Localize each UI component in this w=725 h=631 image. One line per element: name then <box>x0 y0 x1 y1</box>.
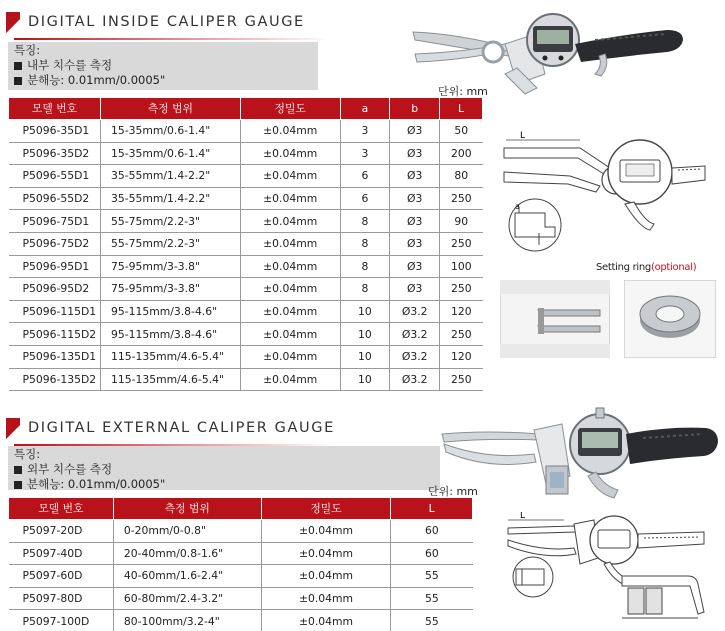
column-header: 정밀도 <box>240 98 340 120</box>
table-cell: 120 <box>440 300 483 323</box>
column-header: L <box>440 98 483 120</box>
table-row <box>9 278 483 301</box>
table-cell: P5096-135D2 <box>9 368 101 391</box>
table-cell: 60 <box>391 542 473 565</box>
table-cell: 115-135mm/4.6-5.4" <box>100 368 240 391</box>
external-jaw-detail-icon <box>510 555 556 599</box>
table-cell: 8 <box>340 278 390 301</box>
table-cell: Ø3 <box>390 210 440 233</box>
features-label: 특징: <box>14 43 41 57</box>
table-row <box>9 587 473 610</box>
bullet-square-icon <box>14 481 22 489</box>
table-cell: P5097-100D <box>9 610 114 631</box>
table-cell: ±0.04mm <box>261 565 391 588</box>
inside-features <box>8 42 318 90</box>
table-cell: 75-95mm/3-3.8" <box>100 255 240 278</box>
table-cell: 40-60mm/1.6-2.4" <box>113 565 261 588</box>
table-cell: ±0.04mm <box>261 520 391 543</box>
table-cell: P5096-75D1 <box>9 210 101 233</box>
table-cell: 8 <box>340 210 390 233</box>
table-cell: 75-95mm/3-3.8" <box>100 278 240 301</box>
measuring-jaw-detail-icon <box>505 197 563 253</box>
table-cell: ±0.04mm <box>240 187 340 210</box>
table-cell: 250 <box>440 232 483 255</box>
table-cell: ±0.04mm <box>240 278 340 301</box>
table-cell: Ø3.2 <box>390 300 440 323</box>
table-cell: P5097-80D <box>9 587 114 610</box>
table-cell: P5097-60D <box>9 565 114 588</box>
table-row <box>9 210 483 233</box>
table-cell: 55 <box>391 587 473 610</box>
table-cell: ±0.04mm <box>240 142 340 165</box>
feature-item: 분해능: 0.01mm/0.0005" <box>14 73 312 88</box>
table-row <box>9 120 483 143</box>
table-cell: 55-75mm/2.2-3" <box>100 210 240 233</box>
table-cell: 100 <box>440 255 483 278</box>
bullet-square-icon <box>14 77 22 85</box>
table-cell: 120 <box>440 345 483 368</box>
table-cell: 8 <box>340 232 390 255</box>
table-cell: 60 <box>391 520 473 543</box>
table-row <box>9 255 483 278</box>
table-cell: 90 <box>440 210 483 233</box>
table-cell: 250 <box>440 187 483 210</box>
table-cell: 8 <box>340 255 390 278</box>
table-cell: 10 <box>340 368 390 391</box>
table-cell: ±0.04mm <box>261 542 391 565</box>
column-header: 측정 범위 <box>113 498 261 520</box>
table-cell: ±0.04mm <box>240 345 340 368</box>
table-cell: P5096-35D2 <box>9 142 101 165</box>
title-underline <box>14 38 332 40</box>
table-cell: P5096-55D1 <box>9 165 101 188</box>
inside-jaw-closeup-icon <box>500 280 610 358</box>
table-cell: 250 <box>440 323 483 346</box>
table-cell: 15-35mm/0.6-1.4" <box>100 120 240 143</box>
inside-spec-table <box>8 97 483 391</box>
table-cell: 95-115mm/3.8-4.6" <box>100 300 240 323</box>
table-row <box>9 187 483 210</box>
table-cell: 115-135mm/4.6-5.4" <box>100 345 240 368</box>
title-corner-accent <box>6 418 20 442</box>
table-cell: P5096-75D2 <box>9 232 101 255</box>
table-cell: 10 <box>340 345 390 368</box>
table-row <box>9 142 483 165</box>
column-header: a <box>340 98 390 120</box>
inside-unit: 단위: mm <box>438 85 488 98</box>
table-cell: P5096-95D1 <box>9 255 101 278</box>
table-cell: 20-40mm/0.8-1.6" <box>113 542 261 565</box>
table-row <box>9 300 483 323</box>
column-header: 측정 범위 <box>100 98 240 120</box>
table-cell: ±0.04mm <box>240 120 340 143</box>
table-header-row <box>9 98 483 120</box>
external-unit: 단위: mm <box>428 485 478 498</box>
table-row <box>9 565 473 588</box>
table-cell: 0-20mm/0-0.8" <box>113 520 261 543</box>
table-cell: 10 <box>340 300 390 323</box>
table-cell: ±0.04mm <box>240 255 340 278</box>
bullet-square-icon <box>14 466 22 474</box>
inside-caliper-photo-icon <box>405 4 690 96</box>
table-cell: Ø3 <box>390 142 440 165</box>
table-row <box>9 368 483 391</box>
table-cell: ±0.04mm <box>240 323 340 346</box>
setting-ring-label: Setting ring(optional) <box>596 262 697 273</box>
external-title: DIGITAL EXTERNAL CALIPER GAUGE <box>28 420 335 436</box>
table-cell: 60-80mm/2.4-3.2" <box>113 587 261 610</box>
external-caliper-photo-icon <box>438 404 720 504</box>
feature-item: 내부 치수를 측정 <box>14 58 312 73</box>
table-cell: ±0.04mm <box>261 610 391 631</box>
diagram-l-label: L <box>520 512 526 521</box>
table-row <box>9 345 483 368</box>
table-cell: ±0.04mm <box>240 165 340 188</box>
table-cell: P5096-115D1 <box>9 300 101 323</box>
table-cell: ±0.04mm <box>240 232 340 255</box>
column-header: L <box>391 498 473 520</box>
features-label: 특징: <box>14 447 41 461</box>
table-row <box>9 610 473 631</box>
title-corner-accent <box>6 12 20 36</box>
table-cell: Ø3 <box>390 165 440 188</box>
table-cell: Ø3.2 <box>390 323 440 346</box>
table-row <box>9 542 473 565</box>
table-cell: 250 <box>440 368 483 391</box>
table-cell: P5096-135D1 <box>9 345 101 368</box>
table-cell: 35-55mm/1.4-2.2" <box>100 165 240 188</box>
table-cell: 3 <box>340 142 390 165</box>
table-header-row <box>9 498 473 520</box>
table-cell: 55-75mm/2.2-3" <box>100 232 240 255</box>
table-row <box>9 323 483 346</box>
table-cell: Ø3 <box>390 187 440 210</box>
table-cell: 95-115mm/3.8-4.6" <box>100 323 240 346</box>
setting-ring-photo-icon <box>624 280 716 358</box>
inside-title: DIGITAL INSIDE CALIPER GAUGE <box>28 14 305 30</box>
table-cell: P5096-35D1 <box>9 120 101 143</box>
table-cell: ±0.04mm <box>240 300 340 323</box>
table-cell: P5096-55D2 <box>9 187 101 210</box>
table-cell: ±0.04mm <box>261 587 391 610</box>
external-spec-table <box>8 497 473 631</box>
table-cell: 80-100mm/3.2-4" <box>113 610 261 631</box>
table-cell: 15-35mm/0.6-1.4" <box>100 142 240 165</box>
table-cell: Ø3 <box>390 278 440 301</box>
table-cell: 250 <box>440 278 483 301</box>
table-cell: 50 <box>440 120 483 143</box>
table-row <box>9 232 483 255</box>
table-cell: 80 <box>440 165 483 188</box>
table-cell: 55 <box>391 565 473 588</box>
table-cell: P5097-20D <box>9 520 114 543</box>
feature-item: 외부 치수를 측정 <box>14 462 434 477</box>
table-cell: 10 <box>340 323 390 346</box>
bullet-square-icon <box>14 62 22 70</box>
table-row <box>9 165 483 188</box>
table-cell: ±0.04mm <box>240 368 340 391</box>
table-cell: Ø3 <box>390 120 440 143</box>
table-cell: 200 <box>440 142 483 165</box>
table-cell: 35-55mm/1.4-2.2" <box>100 187 240 210</box>
column-header: 정밀도 <box>261 498 391 520</box>
table-cell: 6 <box>340 165 390 188</box>
table-cell: 6 <box>340 187 390 210</box>
column-header: b <box>390 98 440 120</box>
table-cell: Ø3 <box>390 232 440 255</box>
table-cell: P5096-95D2 <box>9 278 101 301</box>
feature-item: 분해능: 0.01mm/0.0005" <box>14 477 434 492</box>
table-cell: Ø3.2 <box>390 345 440 368</box>
external-jaw-closeup-icon <box>618 566 716 626</box>
table-cell: 3 <box>340 120 390 143</box>
table-row <box>9 520 473 543</box>
table-cell: 55 <box>391 610 473 631</box>
table-cell: Ø3.2 <box>390 368 440 391</box>
external-features <box>8 446 440 490</box>
column-header: 모델 번호 <box>9 98 101 120</box>
table-cell: P5097-40D <box>9 542 114 565</box>
table-cell: Ø3 <box>390 255 440 278</box>
diagram-a-label: a <box>515 202 520 211</box>
table-cell: ±0.04mm <box>240 210 340 233</box>
diagram-l-label: L <box>520 131 526 141</box>
table-cell: P5096-115D2 <box>9 323 101 346</box>
column-header: 모델 번호 <box>9 498 114 520</box>
